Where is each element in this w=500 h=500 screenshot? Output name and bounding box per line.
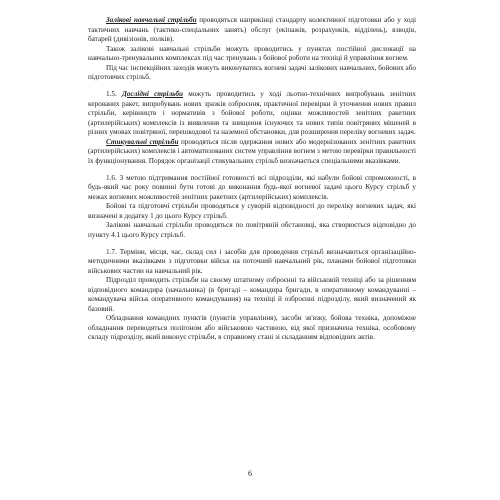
paragraph-text: проводяться після одержання нових або модернізованих зенітних ракетних (артилерійських) комплексів і автоматизованих систем управління вогнем з метою перевірки правильності їх функціонування. Порядок організації стикувальних стрільб визначається спеціальними вказівками. [88, 137, 416, 165]
paragraph [88, 90, 416, 138]
paragraph-text: 1.7. Терміни, місця, час, склад сил і засобів для проведення стрільб визначаються організаційно-методичними вказівками з підготовки військ на поточний навчальний рік, планами бойової підготовки військових частин на навчальний рік. [88, 247, 416, 275]
page-number: 6 [248, 469, 252, 478]
paragraph [88, 138, 416, 167]
paragraph [88, 248, 416, 277]
paragraph-text: 1.5. [106, 90, 122, 98]
document-body [88, 16, 416, 343]
paragraph [88, 16, 416, 45]
paragraph-text: можуть проводитись у ході льотно-технічних випробувань зенітних керованих ракет, випробувань нових зразків озброєння, практичної перевірки й уточнення нових правил стрільби, керівництв і нормативів з бойової роботи, оцінки можливостей зенітних ракетних (артилерійських) комплексів із виявлення та знищення існуючих та нових типів повітряних мішеней в різних умовах повітряної, перешкодової та наземної обстановки, для розширення переліку вогневих задач. [88, 90, 416, 136]
paragraph-text: Бойові та підготовчі стрільби проводяться у суворій відповідності до переліку вогневих задач, які визначені в додатку 1 до цього Курсу стрільб. [88, 202, 416, 220]
paragraph-text: Також залікові навчальні стрільби можуть проводитись у пунктах постійної дислокації на навчально-тренувальних комплексах під час тренувань з бойової роботи на техніці й управління вогнем. [88, 44, 416, 62]
emphasized-term: Залікові навчальні стрільби [106, 16, 197, 24]
emphasized-term: Стикувальні стрільби [106, 137, 179, 146]
paragraph-text: проводяться наприкінці стандарту колективної підготовки або у ході тактичних навчань (тактико-спеціальних занять) обслуг (екіпажів, розрахунків, відділень), взводів, батарей (дивізіонів, полків). [88, 16, 416, 43]
paragraph-text: Обладнання командних пунктів (пунктів управління), засоби зв'язку, бойова техніка, допоміжне обладнання переводяться полігоном або військовою частиною, від якої призначена техніка, особовому складу підрозділу, який виконує стрільби, в справному стані зі складанням відповідних актів. [88, 314, 416, 341]
paragraph-text: 1.6. З метою підтримання постійної готовності всі підрозділи, які набули бойові спроможності, в будь-який час року повинні бути готові до виконання будь-якої вогневої задачі цього Курсу стрільб у межах вогневих можливостей зенітних ракетних (артилерійських) комплексів. [88, 173, 416, 201]
paragraph-text: Залікові навчальні стрільби проводяться по повітряній обстановці, яка створюється відповідно до пункту 4.1 цього Курсу стрільб. [88, 221, 416, 239]
paragraph [88, 202, 416, 221]
paragraph [88, 64, 416, 83]
paragraph [88, 45, 416, 64]
paragraph [88, 276, 416, 314]
paragraph [88, 221, 416, 240]
paragraph-text: Під час інспекційних заходів можуть виконуватись вогневі задачі залікових навчальних, бойових або підготовчих стрільб. [88, 63, 416, 81]
paragraph [88, 314, 416, 343]
paragraph-text: Підрозділ проводить стрільби на своєму штатному озброєнні та військовій техніці або за рішенням відповідного командира (начальника) (в бригаді – командира бригади, в оперативному командуванні – командувача військ оперативного командування) на техніці й озброєнні підрозділу, який визначений як базовий. [88, 276, 416, 313]
emphasized-term: Дослідні стрільби [121, 90, 184, 98]
paragraph [88, 174, 416, 203]
